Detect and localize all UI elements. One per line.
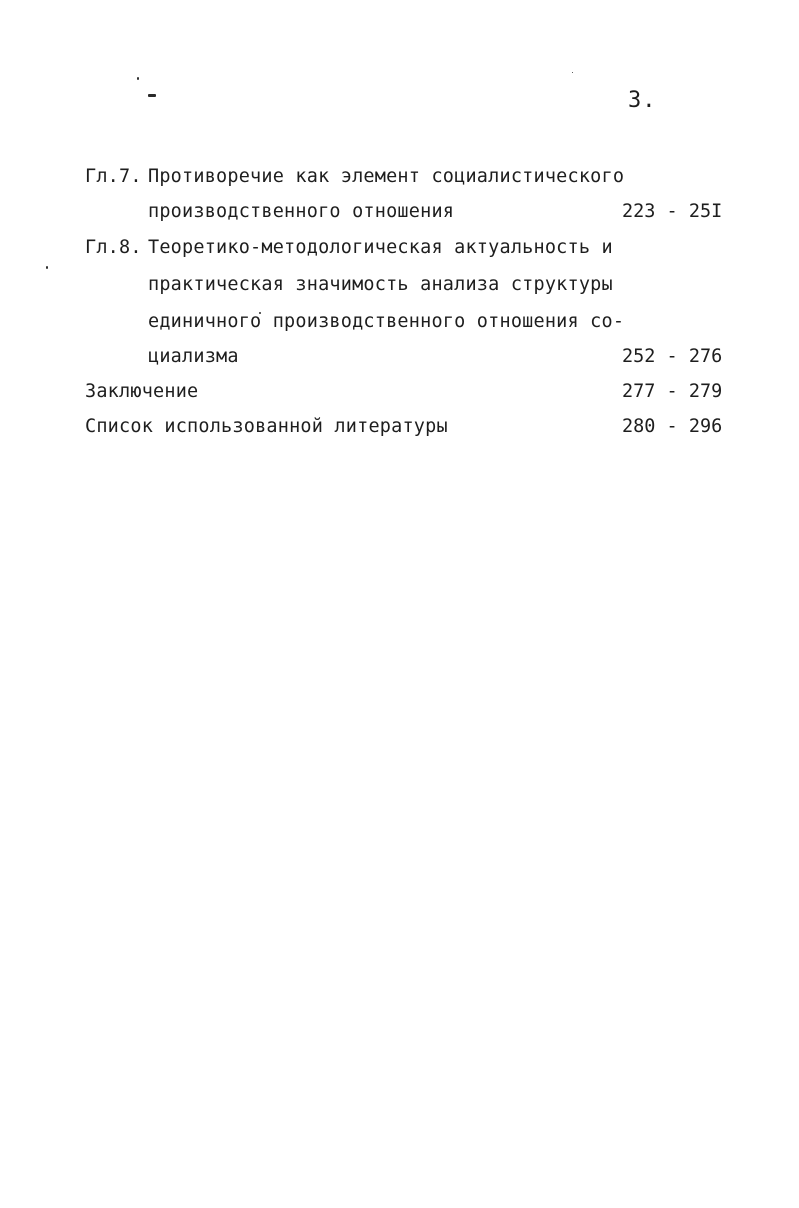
scan-mark — [148, 94, 156, 97]
toc-ch8-title-line-3: единичного производственного отношения со- — [148, 311, 625, 332]
toc-ch8-label: Гл.8. — [85, 237, 142, 258]
toc-conclusion-pages: 277 - 279 — [622, 381, 723, 402]
toc-bibliography-pages: 280 - 296 — [622, 416, 723, 437]
toc-ch8-title-line-1: Теоретико-методологическая актуальность и — [148, 237, 613, 258]
toc-ch7-label: Гл.7. — [85, 166, 142, 187]
scan-speck — [572, 72, 573, 73]
scan-speck — [137, 77, 139, 80]
toc-ch7-title-line-2: производственного отношения — [148, 201, 455, 222]
toc-ch7-pages: 223 - 25I — [622, 201, 723, 222]
toc-bibliography-label: Список использованной литературы — [85, 416, 448, 437]
toc-ch8-title-line-2: практическая значимость анализа структуры — [148, 274, 613, 295]
toc-ch8-pages: 252 - 276 — [622, 346, 723, 367]
toc-ch8-title-line-4: циализма — [148, 346, 239, 367]
scan-speck — [46, 266, 48, 269]
page-number: 3. — [628, 88, 657, 113]
toc-ch7-title-line-1: Противоречие как элемент социалистического — [148, 166, 625, 187]
toc-conclusion-label: Заключение — [85, 381, 199, 402]
